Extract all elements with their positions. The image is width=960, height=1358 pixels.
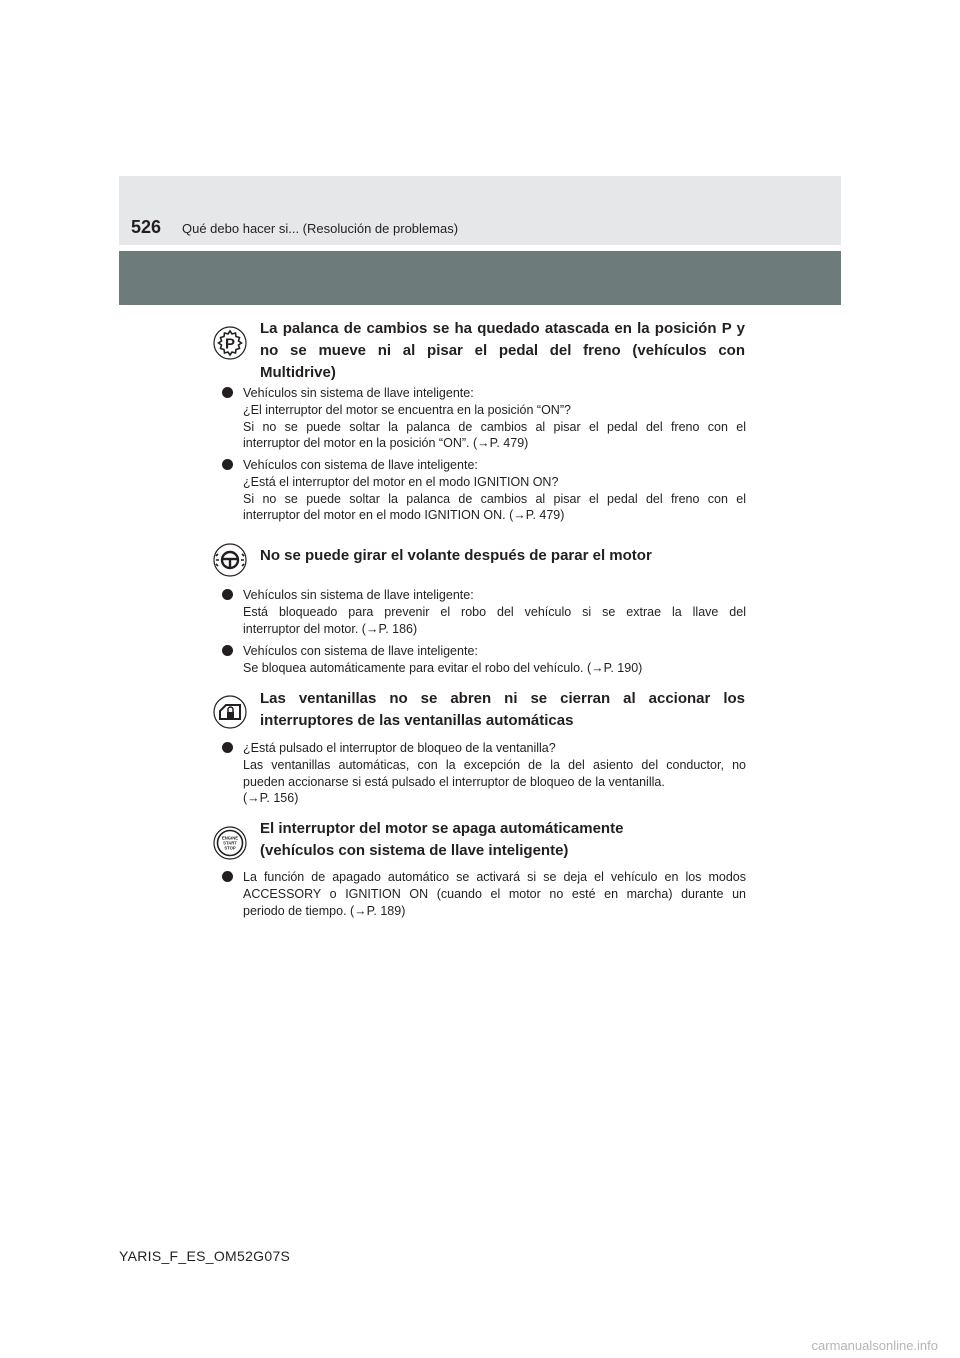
list-item-line: Vehículos sin sistema de llave inteligente: xyxy=(243,588,474,602)
header-band xyxy=(119,251,841,305)
list-item xyxy=(222,385,746,452)
list-item-line: periodo de tiempo. (→P. 189) xyxy=(243,903,406,918)
list-item-line: Vehículos sin sistema de llave inteligente: xyxy=(243,386,474,400)
bullet-icon xyxy=(222,459,233,470)
list-item xyxy=(222,740,746,807)
list-item-line: Si no se puede soltar la palanca de cambios al pisar el pedal del freno con el xyxy=(243,419,746,434)
document-code: YARIS_F_ES_OM52G07S xyxy=(119,1248,291,1264)
list-item-line: interruptor del motor en la posición “ON”. (→P. 479) xyxy=(243,436,529,451)
section-title-line: no se mueve ni al pisar el pedal del freno (vehículos con xyxy=(260,342,745,359)
list-item-line: Está bloqueado para prevenir el robo del vehículo si se extrae la llave del xyxy=(243,604,746,619)
section-title-line: No se puede girar el volante después de parar el motor xyxy=(260,547,652,564)
list-item xyxy=(222,457,746,524)
svg-text:P: P xyxy=(224,335,236,353)
section-title-line: El interruptor del motor se apaga automáticamente xyxy=(260,820,624,837)
list-item-line: ACCESSORY o IGNITION ON (cuando el motor no esté en marcha) durante un xyxy=(243,886,746,901)
list-item-line: Vehículos con sistema de llave inteligente: xyxy=(243,644,478,658)
list-item-line: ¿Está el interruptor del motor en el modo IGNITION ON? xyxy=(243,474,559,489)
engine-start-stop-icon xyxy=(213,826,247,860)
bullet-icon xyxy=(222,387,233,398)
list-item-line: Vehículos con sistema de llave inteligente: xyxy=(243,458,478,472)
section-title-line: (vehículos con sistema de llave inteligente) xyxy=(260,842,569,859)
watermark: carmanualsonline.info xyxy=(811,1338,938,1353)
list-item-line: (→P. 156) xyxy=(243,791,299,806)
section-title xyxy=(260,545,745,567)
section-title-line: Multidrive) xyxy=(260,364,336,381)
bullet-icon xyxy=(222,645,233,656)
list-item-line: ¿Está pulsado el interruptor de bloqueo de la ventanilla? xyxy=(243,741,556,755)
window-lock-icon xyxy=(213,695,247,729)
list-item-line: Si no se puede soltar la palanca de cambios al pisar el pedal del freno con el xyxy=(243,491,746,506)
list-item-line: La función de apagado automático se activará si se deja el vehículo en los modos xyxy=(243,870,746,884)
section-title-line: interruptores de las ventanillas automáticas xyxy=(260,712,574,729)
page-title: Qué debo hacer si... (Resolución de problemas) xyxy=(182,221,459,236)
section-title xyxy=(260,818,745,862)
page-number: 526 xyxy=(131,217,162,237)
section-title-line: La palanca de cambios se ha quedado atascada en la posición P y xyxy=(260,320,745,337)
bullet-icon xyxy=(222,589,233,600)
park-gear-icon xyxy=(213,326,247,360)
icon-text: ENGINE xyxy=(221,835,239,841)
list-item-line: interruptor del motor. (→P. 186) xyxy=(243,621,418,636)
bullet-icon xyxy=(222,871,233,882)
icon-text: START xyxy=(223,840,237,846)
list-item xyxy=(222,869,746,919)
list-item-line: Se bloquea automáticamente para evitar el robo del vehículo. (→P. 190) xyxy=(243,660,643,675)
list-item xyxy=(222,587,746,637)
list-item-line: pueden accionarse si está pulsado el interruptor de bloqueo de la ventanilla. xyxy=(243,774,665,789)
section-title xyxy=(260,318,745,384)
list-item-line: ¿El interruptor del motor se encuentra en la posición “ON”? xyxy=(243,402,571,417)
icon-text: STOP xyxy=(224,845,236,851)
steering-lock-icon xyxy=(213,543,247,577)
section-title xyxy=(260,688,745,732)
list-item-line: interruptor del motor en el modo IGNITION ON. (→P. 479) xyxy=(243,508,565,523)
list-item-line: Las ventanillas automáticas, con la excepción de la del asiento del conductor, no xyxy=(243,757,746,772)
bullet-icon xyxy=(222,742,233,753)
list-item xyxy=(222,643,746,677)
section-title-line: Las ventanillas no se abren ni se cierran al accionar los xyxy=(260,690,745,707)
